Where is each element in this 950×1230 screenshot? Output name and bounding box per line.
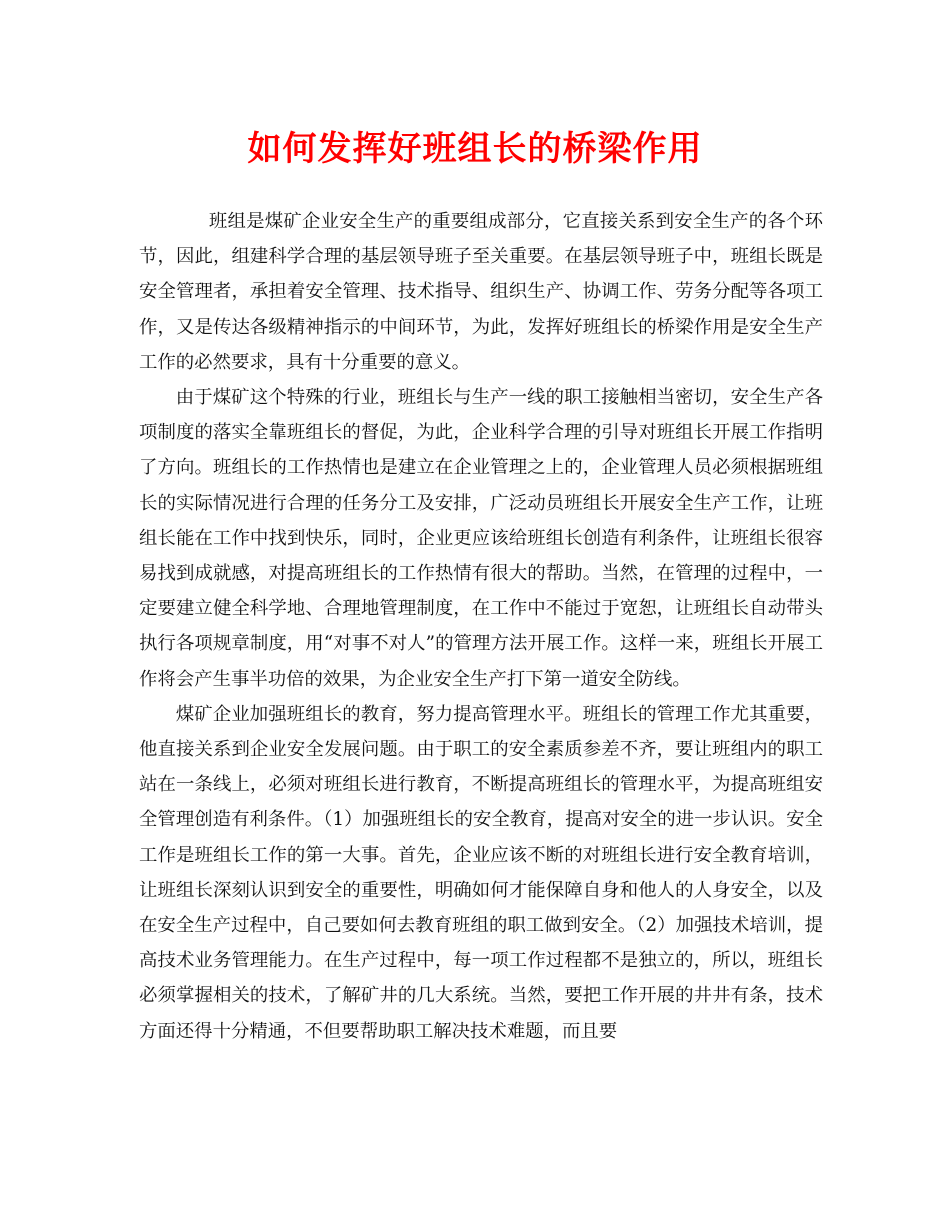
document-body — [139, 204, 823, 1049]
paragraph-2: 由于煤矿这个特殊的行业，班组长与生产一线的职工接触相当密切，安全生产各项制度的落实全靠班组长的督促，为此，企业科学合理的引导对班组长开展工作指明了方向。班组长的工作热情也是建立在企业管理之上的，企业管理人员必须根据班组长的实际情况进行合理的任务分工及安排，广泛动员班组长开展安全生产工作，让班组长能在工作中找到快乐，同时，企业更应该给班组长创造有利条件，让班组长很容易找到成就感，对提高班组长的工作热情有很大的帮助。当然，在管理的过程中，一定要建立健全科学地、合理地管理制度，在工作中不能过于宽恕，让班组长自动带头执行各项规章制度，用“对事不对人”的管理方法开展工作。这样一来，班组长开展工作将会产生事半功倍的效果，为企业安全生产打下第一道安全防线。 — [139, 387, 823, 690]
document-title: 如何发挥好班组长的桥梁作用 — [247, 129, 703, 169]
paragraph-3: 煤矿企业加强班组长的教育，努力提高管理水平。班组长的管理工作尤其重要，他直接关系到企业安全发展问题。由于职工的安全素质参差不齐，要让班组内的职工站在一条线上，必须对班组长进行教育，不断提高班组长的管理水平，为提高班组安全管理创造有利条件。（1）加强班组长的安全教育，提高对安全的进一步认识。安全工作是班组长工作的第一大事。首先，企业应该不断的对班组长进行安全教育培训，让班组长深刻认识到安全的重要性，明确如何才能保障自身和他人的人身安全，以及在安全生产过程中，自己要如何去教育班组的职工做到安全。（2）加强技术培训，提高技术业务管理能力。在生产过程中，每一项工作过程都不是独立的，所以，班组长必须掌握相关的技术，了解矿井的几大系统。当然，要把工作开展的井井有条，技术方面还得十分精通，不但要帮助职工解决技术难题，而且要 — [139, 703, 823, 1042]
paragraph-1: 班组是煤矿企业安全生产的重要组成部分，它直接关系到安全生产的各个环节，因此，组建科学合理的基层领导班子至关重要。在基层领导班子中，班组长既是安全管理者，承担着安全管理、技术指导、组织生产、协调工作、劳务分配等各项工作，又是传达各级精神指示的中间环节，为此，发挥好班组长的桥梁作用是安全生产工作的必然要求，具有十分重要的意义。 — [139, 211, 823, 373]
